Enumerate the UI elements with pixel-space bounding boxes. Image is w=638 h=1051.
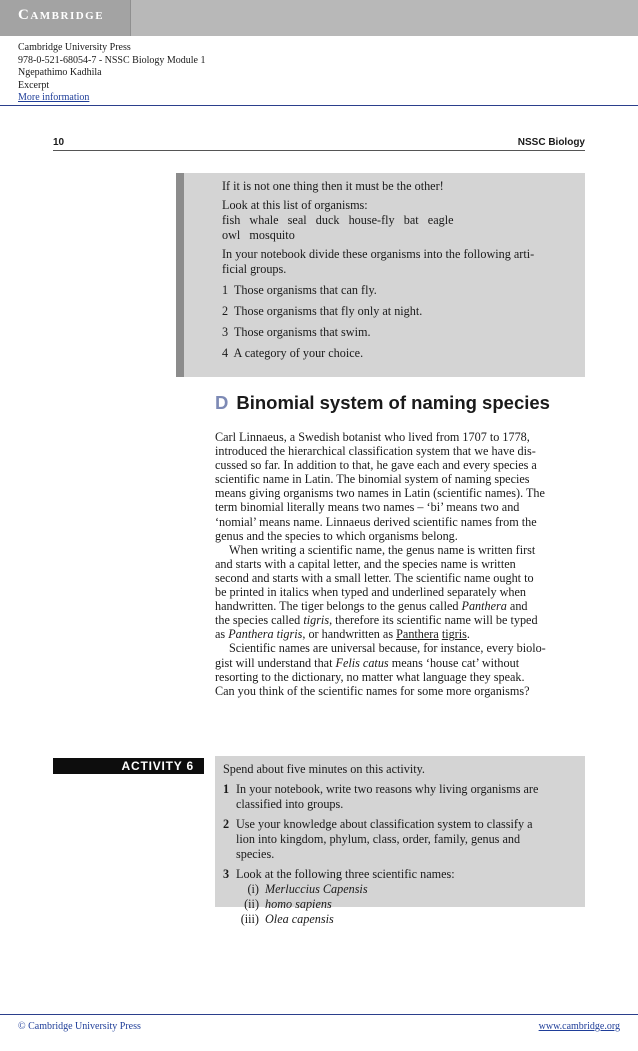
text-line: means giving organisms two names in Latin (scientific names). The <box>215 486 545 501</box>
item-number: 1 <box>223 782 230 796</box>
publisher-line: Cambridge University Press <box>18 42 131 53</box>
text-line: second and starts with a small letter. The scientific name ought to <box>215 570 534 585</box>
item-text: Those organisms that can fly. <box>233 283 377 297</box>
activity-item <box>223 817 579 862</box>
item-number: 2 <box>223 817 230 831</box>
more-information-link[interactable]: More information <box>18 92 90 103</box>
scientific-name-row <box>223 912 579 927</box>
genus-underlined: Panthera <box>396 627 439 642</box>
list-item <box>222 304 534 319</box>
scientific-name-row <box>223 897 579 912</box>
text-run: gist will understand that <box>215 655 336 670</box>
copyright-link[interactable]: © Cambridge University Press <box>18 1021 141 1032</box>
text-run: , or handwritten as <box>302 627 397 642</box>
item-text: Look at the following three scientific names: <box>236 867 455 881</box>
scientific-name-italic: Panthera tigris <box>228 627 303 642</box>
text-line: Can you think of the scientific names for some more organisms? <box>215 683 530 698</box>
text-run: and <box>506 599 528 614</box>
text-line: When writing a scientific name, the genus name is written first <box>229 542 536 557</box>
box-line: Look at this list of organisms: <box>222 198 368 212</box>
header-rule <box>0 105 638 106</box>
section-title: Binomial system of naming species <box>236 392 550 413</box>
running-head-rule <box>53 150 585 151</box>
text-run: as <box>215 627 229 642</box>
text-run: the species called <box>215 613 304 628</box>
item-number: 4 <box>222 346 229 360</box>
footer-rule <box>0 1014 638 1015</box>
item-text: Those organisms that swim. <box>233 325 371 339</box>
roman-numeral: (iii) <box>240 912 259 926</box>
brand-text: Cambridge <box>18 7 105 23</box>
text-line <box>215 613 587 627</box>
task-box-bar <box>176 173 184 377</box>
text-line: introduced the hierarchical classification system that we have dis- <box>215 444 536 459</box>
text-line: ‘nomial’ means name. Linnaeus derived scientific names from the <box>215 514 537 529</box>
scientific-name-italic: Felis catus <box>335 655 389 670</box>
activity-content <box>223 762 579 927</box>
box-instruction: ficial groups. <box>222 262 287 276</box>
scientific-name: Merluccius Capensis <box>265 882 368 896</box>
activity-item <box>223 867 579 882</box>
section-letter: D <box>215 392 229 413</box>
text-line: and starts with a capital letter, and the species name is written <box>215 556 516 571</box>
text-run: means ‘house cat’ without <box>388 655 520 670</box>
task-box-text <box>222 179 534 361</box>
roman-numeral: (ii) <box>244 897 259 911</box>
website-link[interactable]: www.cambridge.org <box>538 1021 620 1032</box>
section-heading <box>215 392 550 414</box>
box-instruction: In your notebook divide these organisms into the following arti- <box>222 247 535 261</box>
item-text: Those organisms that fly only at night. <box>233 304 423 318</box>
text-line: genus and the species to which organisms belong. <box>215 528 458 543</box>
text-line: scientific name in Latin. The binomial system of naming species <box>215 472 530 487</box>
activity-box <box>215 756 585 926</box>
text-run: , therefore its scientific name will be typed <box>329 613 538 628</box>
running-title: NSSC Biology <box>517 137 585 148</box>
item-number: 1 <box>222 283 229 297</box>
list-item <box>222 346 534 361</box>
text-run: . <box>466 627 470 642</box>
activity-label: ACTIVITY 6 <box>53 758 204 774</box>
item-text: In your notebook, write two reasons why living organisms are <box>236 782 539 796</box>
item-text: classified into groups. <box>236 797 344 811</box>
item-number: 3 <box>222 325 229 339</box>
item-text: species. <box>236 847 275 861</box>
item-text: A category of your choice. <box>233 346 364 360</box>
text-line <box>215 599 587 613</box>
page-number: 10 <box>53 137 65 148</box>
box-line: If it is not one thing then it must be the other! <box>222 179 444 193</box>
text-line: term binomial literally means two names – ‘bi’ means two and <box>215 500 520 515</box>
activity-intro: Spend about five minutes on this activity. <box>223 762 425 776</box>
activity-item <box>223 782 579 812</box>
author-line: Ngepathimo Kadhila <box>18 67 102 78</box>
organism-list: fish whale seal duck house-fly bat eagle <box>222 213 454 227</box>
book-meta <box>18 42 206 105</box>
text-line: Scientific names are universal because, for instance, every biolo- <box>229 641 546 656</box>
text-line <box>215 656 587 670</box>
item-number: 3 <box>223 867 230 881</box>
item-text: lion into kingdom, phylum, class, order, family, genus and <box>236 832 521 846</box>
list-item <box>222 325 534 340</box>
species-italic: tigris <box>303 613 330 628</box>
excerpt-line: Excerpt <box>18 79 50 91</box>
item-number: 2 <box>222 304 229 318</box>
text-line: resorting to the dictionary, no matter what language they speak. <box>215 669 525 684</box>
scientific-name: homo sapiens <box>265 897 332 911</box>
banner-divider <box>130 0 131 36</box>
text-line: cussed so far. In addition to that, he gave each and every species a <box>215 458 537 473</box>
roman-numeral: (i) <box>247 882 259 896</box>
list-item <box>222 283 534 298</box>
organism-list: owl mosquito <box>222 228 295 242</box>
item-text: Use your knowledge about classification system to classify a <box>236 817 533 831</box>
scientific-name: Olea capensis <box>265 912 334 926</box>
text-line <box>215 627 587 641</box>
text-run: handwritten. The tiger belongs to the genus called <box>215 599 462 614</box>
isbn-line: 978-0-521-68054-7 - NSSC Biology Module 1 <box>18 54 206 66</box>
species-underlined: tigris <box>441 627 467 642</box>
scientific-name-row <box>223 882 579 897</box>
cambridge-logo <box>0 0 130 36</box>
genus-italic: Panthera <box>461 599 507 614</box>
body-text <box>215 430 587 698</box>
top-banner <box>0 0 638 36</box>
text-line: Carl Linnaeus, a Swedish botanist who lived from 1707 to 1778, <box>215 430 530 444</box>
text-line: be printed in italics when typed and underlined separately when <box>215 585 527 600</box>
